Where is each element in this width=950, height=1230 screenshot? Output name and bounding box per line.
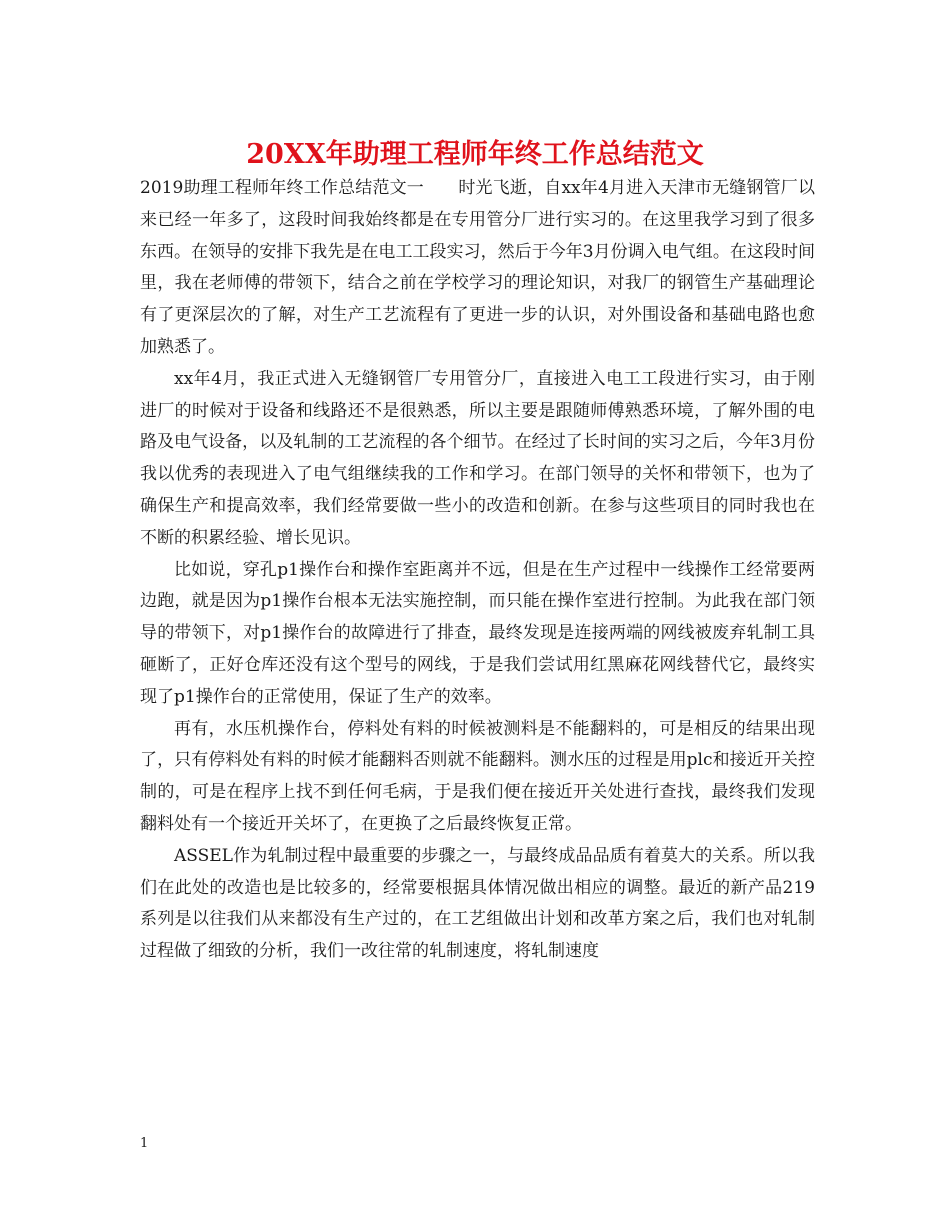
document-title: 20XX年助理工程师年终工作总结范文	[246, 139, 704, 170]
paragraph-p1-console: 比如说，穿孔p1操作台和操作室距离并不远，但是在生产过程中一线操作工经常要两边跑，就是因为p1操作台根本无法实施控制，而只能在操作室进行控制。为此我在部门领导的带领下，对p1操作台的故障进行了排查，最终发现是连接两端的网线被废弃轧制工具砸断了，正好仓库还没有这个型号的网线，于是我们尝试用红黑麻花网线替代它，最终实现了p1操作台的正常使用，保证了生产的效率。	[140, 559, 815, 707]
paragraph-intro: 2019助理工程师年终工作总结范文一 时光飞逝，自xx年4月进入天津市无缝钢管厂以来已经一年多了，这段时间我始终都是在专用管分厂进行实习的。在这里我学习到了很多东西。在领导的安排下我先是在电工工段实习，然后于今年3月份调入电气组。在这段时间里，我在老师傅的带领下，结合之前在学校学习的理论知识，对我厂的钢管生产基础理论有了更深层次的了解，对生产工艺流程有了更进一步的认识，对外围设备和基础电路也愈加熟悉了。	[140, 178, 815, 357]
page-number: 1	[140, 1136, 149, 1151]
paragraph-internship: xx年4月，我正式进入无缝钢管厂专用管分厂，直接进入电工工段进行实习，由于刚进厂的时候对于设备和线路还不是很熟悉，所以主要是跟随师傅熟悉环境，了解外围的电路及电气设备，以及轧制的工艺流程的各个细节。在经过了长时间的实习之后，今年3月份我以优秀的表现进入了电气组继续我的工作和学习。在部门领导的关怀和带领下，也为了确保生产和提高效率，我们经常要做一些小的改造和创新。在参与这些项目的同时我也在不断的积累经验、增长见识。	[140, 368, 815, 548]
paragraph-assel: ASSEL作为轧制过程中最重要的步骤之一，与最终成品品质有着莫大的关系。所以我们在此处的改造也是比较多的，经常要根据具体情况做出相应的调整。最近的新产品219系列是以往我们从来都没有生产过的，在工艺组做出计划和改革方案之后，我们也对轧制过程做了细致的分析，我们一改往常的轧制速度，将轧制速度	[140, 845, 815, 962]
document-body	[140, 173, 815, 968]
paragraph-hydraulic-press: 再有，水压机操作台，停料处有料的时候被测料是不能翻料的，可是相反的结果出现了，只有停料处有料的时候才能翻料否则就不能翻料。测水压的过程是用plc和接近开关控制的，可是在程序上找不到任何毛病，于是我们便在接近开关处进行查找，最终我们发现翻料处有一个接近开关坏了，在更换了之后最终恢复正常。	[140, 718, 815, 834]
